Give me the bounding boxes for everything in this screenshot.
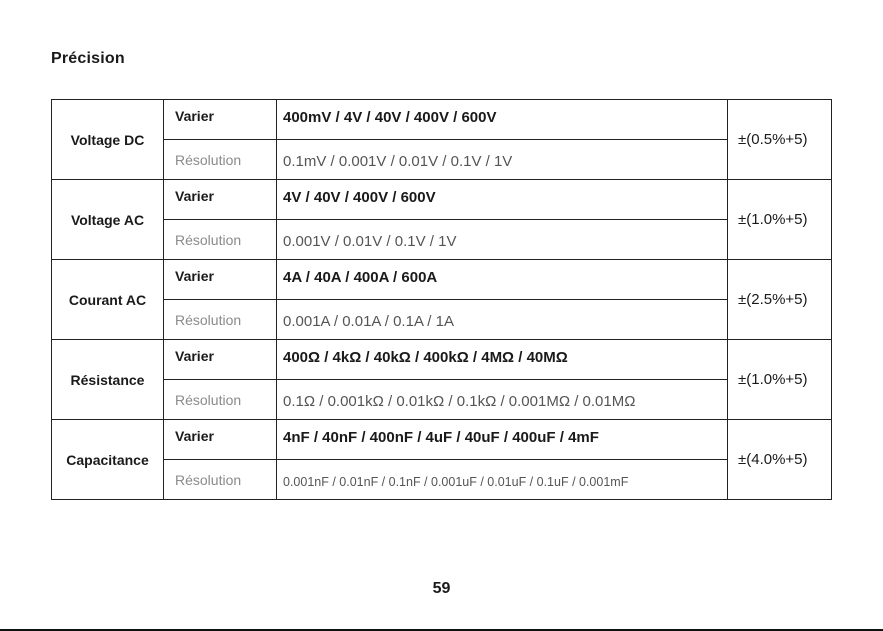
table-row <box>52 260 832 300</box>
page-number: 59 <box>432 580 451 597</box>
resolution-label: Résolution <box>164 300 277 340</box>
table-row <box>52 180 832 220</box>
section-title: Précision <box>51 50 125 67</box>
resolution-value: 0.001nF / 0.01nF / 0.1nF / 0.001uF / 0.01uF / 0.1uF / 0.001mF <box>277 460 728 500</box>
table-row <box>52 220 832 260</box>
range-value: 4nF / 40nF / 400nF / 4uF / 40uF / 400uF / 4mF <box>277 420 728 460</box>
table-row <box>52 340 832 380</box>
resolution-value: 0.1mV / 0.001V / 0.01V / 0.1V / 1V <box>277 140 728 180</box>
table-row <box>52 140 832 180</box>
table-row <box>52 380 832 420</box>
range-label: Varier <box>164 420 277 460</box>
measurement-name: Courant AC <box>52 260 164 340</box>
resolution-label: Résolution <box>164 140 277 180</box>
resolution-value: 0.001V / 0.01V / 0.1V / 1V <box>277 220 728 260</box>
accuracy-value: ±(1.0%+5) <box>728 180 832 260</box>
range-label: Varier <box>164 180 277 220</box>
resolution-label: Résolution <box>164 220 277 260</box>
resolution-label: Résolution <box>164 380 277 420</box>
resolution-value: 0.001A / 0.01A / 0.1A / 1A <box>277 300 728 340</box>
table-row <box>52 460 832 500</box>
range-label: Varier <box>164 100 277 140</box>
measurement-name: Voltage AC <box>52 180 164 260</box>
accuracy-value: ±(1.0%+5) <box>728 340 832 420</box>
precision-table <box>51 99 832 500</box>
range-value: 4V / 40V / 400V / 600V <box>277 180 728 220</box>
resolution-label: Résolution <box>164 460 277 500</box>
accuracy-value: ±(4.0%+5) <box>728 420 832 500</box>
range-value: 400Ω / 4kΩ / 40kΩ / 400kΩ / 4MΩ / 40MΩ <box>277 340 728 380</box>
measurement-name: Capacitance <box>52 420 164 500</box>
table-row <box>52 100 832 140</box>
measurement-name: Voltage DC <box>52 100 164 180</box>
accuracy-value: ±(2.5%+5) <box>728 260 832 340</box>
measurement-name: Résistance <box>52 340 164 420</box>
table-row <box>52 420 832 460</box>
range-value: 4A / 40A / 400A / 600A <box>277 260 728 300</box>
table-row <box>52 300 832 340</box>
accuracy-value: ±(0.5%+5) <box>728 100 832 180</box>
range-value: 400mV / 4V / 40V / 400V / 600V <box>277 100 728 140</box>
resolution-value: 0.1Ω / 0.001kΩ / 0.01kΩ / 0.1kΩ / 0.001MΩ / 0.01MΩ <box>277 380 728 420</box>
range-label: Varier <box>164 340 277 380</box>
range-label: Varier <box>164 260 277 300</box>
